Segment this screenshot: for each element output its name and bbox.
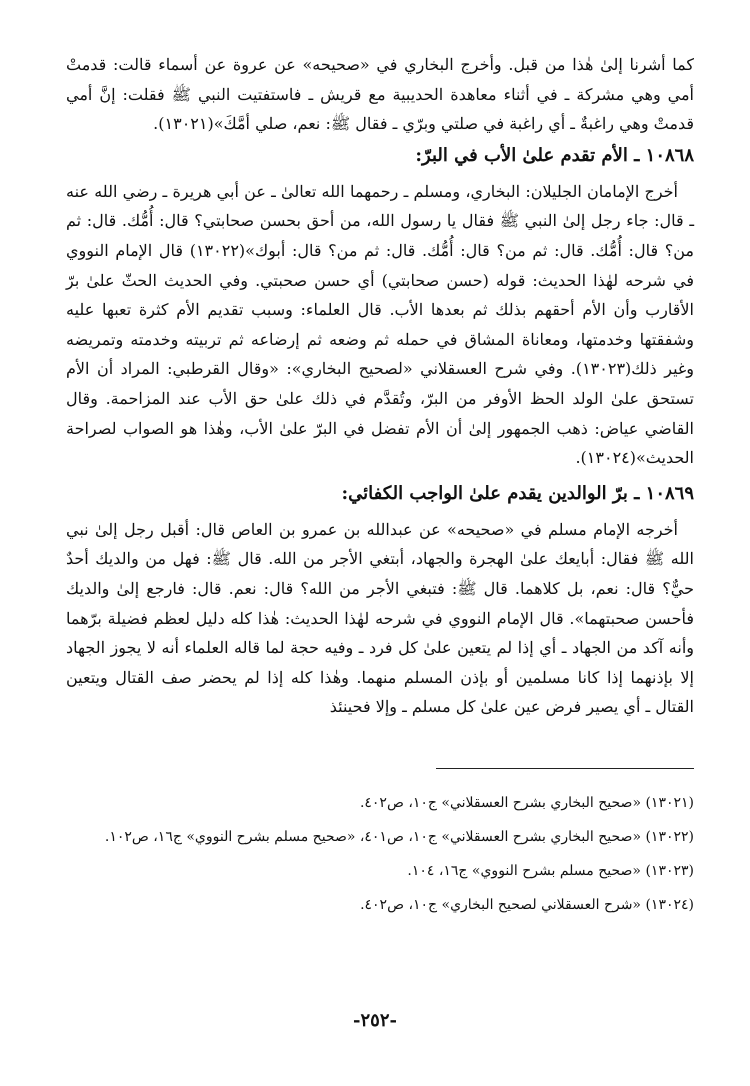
paragraph-mother-first: [66, 177, 694, 473]
footnote-13023: (١٣٠٢٣) «صحيح مسلم بشرح النووي» ج١٦، ١٠٤.: [407, 862, 694, 879]
footnote-divider: [436, 768, 694, 769]
paragraph-mother-first-text: أخرج الإمامان الجليلان: البخاري، ومسلم ـ رحمهما الله تعالىٰ ـ عن أبي هريرة ـ رضي الله عنه ـ قال: جاء رجل إلىٰ النبي ﷺ فقال يا رسول الله، من أحق بحسن صحابتي؟ قال: أُمُّك. قال: ثم من؟ قال: أُمُّك. قال: ثم من؟ قال: أُمُّك. قال: ثم من؟ قال: أبوك»(١٣٠٢٢) قال الإمام النووي في شرحه لهٰذا الحديث: قوله (حسن صحابتي) أي حسن صحبتي. وفي الحديث الحثّ علىٰ برّ الأقارب وأن الأم أحقهم بذلك ثم بعدها الأب. قال العلماء: وسبب تقديم الأم كثرة تعبها عليه وشفقتها وخدمتها، ومعاناة المشاق في حمله ثم وضعه ثم إرضاعه ثم تربيته وخدمته وتمريضه وغير ذلك(١٣٠٢٣). وفي شرح العسقلاني «لصحيح البخاري»: «وقال القرطبي: المراد أن الأم تستحق علىٰ الولد الحظ الأوفر من البرّ، وتُقدَّم في ذلك علىٰ حق الأب عند المزاحمة. وقال القاضي عياض: ذهب الجمهور إلىٰ أن الأم تفضل في البرّ علىٰ الأب، وهٰذا هو الصواب لصراحة الحديث»(١٣٠٢٤).: [66, 181, 695, 468]
paragraph-parents-duty-text: أخرجه الإمام مسلم في «صحيحه» عن عبدالله بن عمرو بن العاص قال: أقبل رجل إلىٰ نبي الله ﷺ فقال: أبايعك علىٰ الهجرة والجهاد، أبتغي الأجر من الله. قال ﷺ: فهل من والديك أحدٌ حيٌّ؟ قال: نعم، بل كلاهما. قال ﷺ: فتبغي الأجر من الله؟ قال: نعم. قال: فارجع إلىٰ والديك فأحسن صحبتهما». قال الإمام النووي في شرحه لهٰذا الحديث: هٰذا كله دليل لعظم فضيلة برّهما وأنه آكد من الجهاد ـ أي إذا لم يتعين علىٰ كل فرد ـ وفيه حجة لما قاله العلماء أنه لا يجوز الجهاد إلا بإذنهما إذا كانا مسلمين أو بإذن المسلم منهما. وهٰذا كله إذا لم يحضر صف القتال ويتعين القتال ـ أي يصير فرض عين علىٰ كل مسلم ـ وإلا فحينئذ: [66, 519, 694, 717]
footnote-13024: (١٣٠٢٤) «شرح العسقلاني لصحيح البخاري» ج١٠، ص٤٠٢.: [360, 896, 694, 913]
paragraph-intro-text: كما أشرنا إلىٰ هٰذا من قبل. وأخرج البخاري في «صحيحه» عن عروة عن أسماء قالت: قدمتْ أمي وهي مشركة ـ في أثناء معاهدة الحديبية مع قريش ـ فاستفتيت النبي ﷺ فقلت: إنَّ أمي قدمتْ وهي راغبةٌ ـ أي راغبة في صلتي وبرّي ـ فقال ﷺ: نعم، صلي أمَّكَ»(١٣٠٢١).: [66, 55, 694, 134]
footnote-13021: (١٣٠٢١) «صحيح البخاري بشرح العسقلاني» ج١٠، ص٤٠٢.: [359, 794, 694, 811]
section-heading-mother-first: ١٠٨٦٨ ـ الأم تقدم علىٰ الأب في البرّ:: [415, 144, 694, 166]
footnote-13022: (١٣٠٢٢) «صحيح البخاري بشرح العسقلاني» ج١٠، ص٤٠١، «صحيح مسلم بشرح النووي» ج١٦، ص١٠٢.: [104, 828, 694, 845]
section-heading-parents-duty: ١٠٨٦٩ ـ برّ الوالدين يقدم علىٰ الواجب الكفائي:: [341, 482, 694, 504]
paragraph-intro: [66, 50, 694, 139]
paragraph-parents-duty: [66, 515, 694, 722]
footnotes: [66, 791, 694, 917]
page-number: -٢٥٢-: [353, 1010, 397, 1031]
